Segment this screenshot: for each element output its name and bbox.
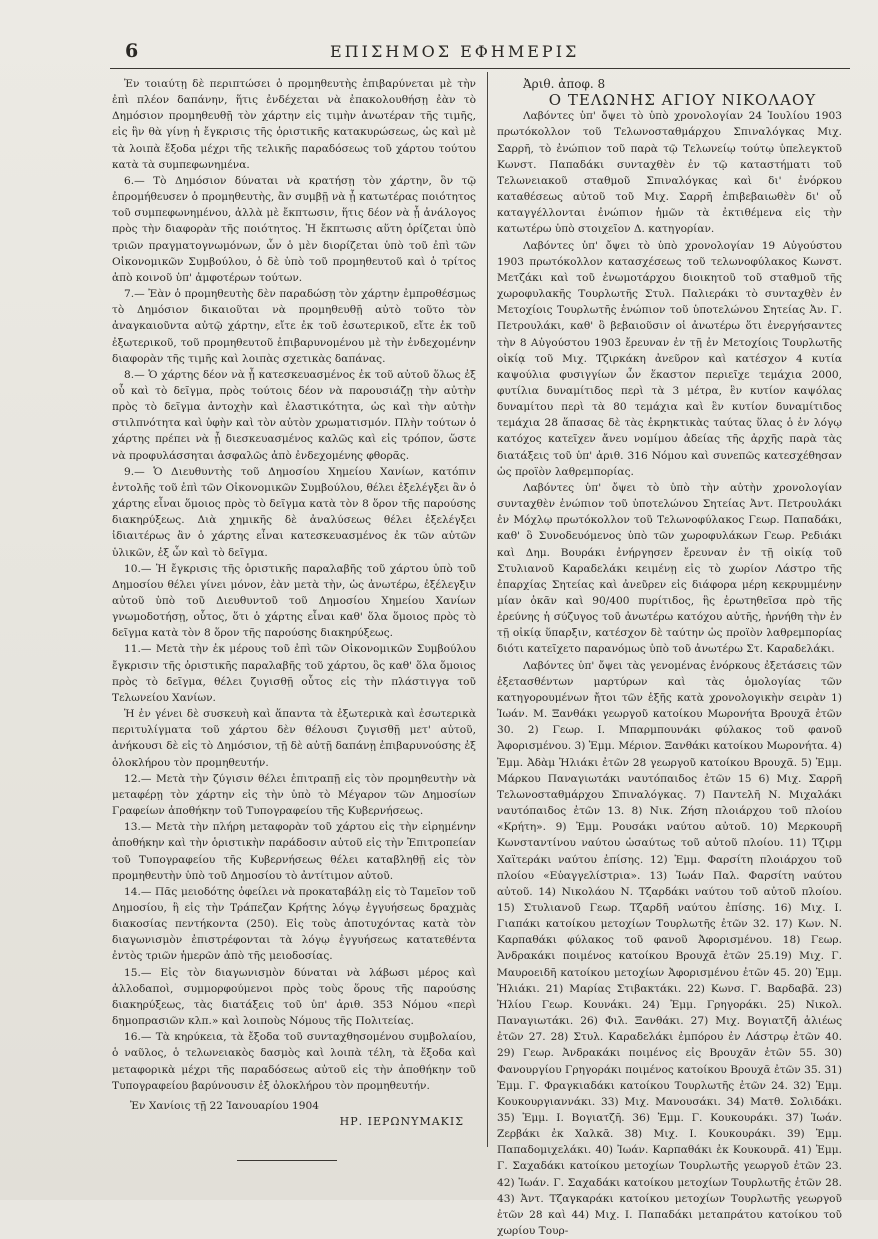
date-line: Ἐν Χανίοις τῇ 22 Ἰανουαρίου 1904: [130, 1099, 320, 1112]
end-rule: [237, 1160, 337, 1161]
decision-reference: Ἀριθ. ἀποφ. 8: [523, 77, 606, 91]
paragraph: Ἐν τοιαύτῃ δὲ περιπτώσει ὁ προμηθευτὴς ἐπιβαρύνεται μὲ τὴν ἐπὶ πλέον δαπάνην, ἥτις ἐνδέχεται νὰ ἐπακολουθήσῃ ἐὰν τὸ Δημόσιον προμηθευθῇ τὸν χάρτην εἰς τιμὴν ἀνωτέραν τῆς τιμῆς, εἰς ἣν θὰ γίνῃ ἡ ἔγκρισις τῆς ὁριστικῆς κατακυρώσεως, ὡς καὶ μὲ τὰ λοιπὰ ἔξοδα μέχρι τῆς τελικῆς παραδόσεως τοῦ χάρτου τούτου κατὰ τὰ συμπεφωνημένα.: [112, 78, 476, 171]
paragraph: 13.— Μετὰ τὴν πλήρη μεταφορὰν τοῦ χάρτου εἰς τὴν εἰρημένην ἀποθήκην καὶ τὴν ὁριστικὴν παράδοσιν αὐτοῦ εἰς τὴν Ἐπιτροπείαν τοῦ Τυπογραφείου τῆς Κυβερνήσεως θέλει καταβληθῇ εἰς τὸν προμηθευτὴν ὑπὸ τοῦ Δημοσίου τὸ ἀντίτιμον αὐτοῦ.: [112, 821, 476, 882]
page-header: [125, 40, 850, 66]
header-rule: [110, 68, 850, 69]
paragraph: 10.— Ἡ ἔγκρισις τῆς ὁριστικῆς παραλαβῆς τοῦ χάρτου ὑπὸ τοῦ Δημοσίου θέλει γίνει μόνον, ἐὰν μετὰ τὴν, ὡς ἀνωτέρω, ἐξέλεγξιν αὐτοῦ ὑπὸ τοῦ Διευθυντοῦ τοῦ Δημοσίου Χημείου Χανίων γνωμοδοτήσῃ, οὗτος, ὅτι ὁ χάρτης εἶναι καθ' ὅλα ὅμοιος πρὸς τὸ δεῖγμα κατὰ τὸν 8 ὅρον τῆς παρούσης διακηρύξεως.: [112, 562, 476, 640]
paragraph: 16.— Τὰ κηρύκεια, τὰ ἔξοδα τοῦ συνταχθησομένου συμβολαίου, ὁ ναῦλος, ὁ τελωνειακὸς δασμὸς καὶ λοιπὰ τέλη, τὰ ἔξοδα καὶ μεταφορικὰ μέχρι τῆς παραδόσεως αὐτοῦ εἰς τὴν ἀποθήκην τοῦ Τυπογραφείου βαρύνουσιν ἐξ ὁλοκλήρου τὸν προμηθευτήν.: [112, 1031, 476, 1092]
column-divider: [487, 72, 488, 1147]
paragraph: Λαβόντες ὑπ' ὄψει τὸ ὑπὸ χρονολογίαν 19 Αὐγούστου 1903 πρωτόκολλον κατασχέσεως τοῦ τελωνοφύλακος Κωνστ. Μετζάκι καὶ τοῦ ἐνωμοτάρχου διοικητοῦ τοῦ σταθμοῦ τῆς χωροφυλακῆς Τουρλωτῆς Στυλ. Παλιεράκι τὸ συνταχθὲν ἐν Μετοχίοις Τουρλωτῆς ἐνώπιον τοῦ ὑποτελώνου Σητείας Ἀν. Γ. Πετρουλάκι, καθ' ὃ βεβαιοῦσιν οἱ ἀνωτέρω ὅτι ἐνεργήσαντες τὴν 8 Αὐγούστου 1903 ἔρευναν ἐν τῇ ἐν Μετοχίοις Τουρλωτῆς οἰκίᾳ τοῦ Μιχ. Τζιρκάκη ἀνεῦρον καὶ κατέσχον 4 κυτία καψούλια φυσιγγίων ὧν ἕκαστον περιεῖχε τεμάχια 2000, φυτίλια δυναμίτιδος περὶ τὰ 3 μέτρα, ἓν κυτίον καψόλας δυναμίτου περὶ τὰ 80 τεμάχια καὶ ἓν κυτίον δυναμίτιδος τεμάχια 28 ἅπασας δὲ τὰς ἐκρηκτικὰς ταύτας ὕλας ὁ ἐν λόγῳ κατόχος κατεῖχεν ἄνευ νομίμου ἀδείας τῆς ἀρχῆς παρὰ τὰς διατάξεις τοῦ ὑπ' ἀριθ. 316 Νόμου καὶ συνεπῶς κατεσχέθησαν ὡς προϊὸν λαθρεμπορίας.: [497, 239, 842, 478]
paragraph: Λαβόντες ὑπ' ὄψει τὸ ὑπὸ χρονολογίαν 24 Ἰουλίου 1903 πρωτόκολλον τοῦ Τελωνοσταθμάρχου Σπιναλόγκας Μιχ. Σαρρῆ, τὸ ἐνώπιον τοῦ παρὰ τῷ Τελωνείῳ τούτῳ ὑπελεγκτοῦ Κωνστ. Παπαδάκι συνταχθὲν ἐν τῷ καταστήματι τοῦ Τελωνειακοῦ σταθμοῦ Σπιναλόγκας καὶ δι' ἐνόρκου καταθέσεως αὐτοῦ τοῦ Μιχ. Σαρρῆ ἐπιβεβαιωθὲν δι' οὗ καταγγέλλονται ἐνώπιον ἡμῶν τὰ ἐκτιθέμενα εἰς τὴν κατωτέρω ὑπὸ στοιχεῖον Δ. κατηγορίαν.: [497, 110, 842, 236]
right-column: [497, 76, 842, 1239]
paragraph: 12.— Μετὰ τὴν ζύγισιν θέλει ἐπιτραπῇ εἰς τὸν προμηθευτὴν νὰ μεταφέρῃ τὸν χάρτην εἰς τὴν ὑπὸ τὸ Μέγαρον τῶν Δημοσίων Γραφείων ἀποθήκην τοῦ Τυπογραφείου τῆς Κυβερνήσεως.: [112, 772, 476, 818]
masthead-title: ΕΠΙΣΗΜΟΣ ΕΦΗΜΕΡΙΣ: [330, 42, 580, 61]
left-column: [112, 76, 476, 1161]
paragraph: 8.— Ὁ χάρτης δέον νὰ ᾖ κατεσκευασμένος ἐκ τοῦ αὐτοῦ ὅλως ἐξ οὗ καὶ τὸ δεῖγμα, πρὸς τούτοις δέον νὰ παρουσιάζῃ τὴν αὐτὴν πρὸς τὸ δεῖγμα ἀντοχὴν καὶ ἐλαστικότητα, ὡς καὶ τὴν αὐτὴν στιλπνότητα καὶ ὑφὴν καὶ τὸν αὐτὸν χρωματισμόν. Πλὴν τούτων ὁ χάρτης πρέπει νὰ ᾖ διεσκευασμένος καλῶς καὶ εἰς τρόπον, ὥστε νὰ προφυλάσσηται ἀσφαλῶς ἀπὸ ἐνδεχομένης φθορᾶς.: [112, 368, 476, 462]
section-title: Ο ΤΕΛΩΝΗΣ ΑΓΙΟΥ ΝΙΚΟΛΑΟΥ: [548, 91, 817, 110]
paragraph: 14.— Πᾶς μειοδότης ὀφείλει νὰ προκαταβάλῃ εἰς τὸ Ταμεῖον τοῦ Δημοσίου, ἢ εἰς τὴν Τράπεζαν Κρήτης λόγῳ ἐγγυήσεως δραχμὰς διακοσίας πεντήκοντα (250). Εἰς τοὺς ἀποτυχόντας κατὰ τὸν διαγωνισμὸν ἐπιστρέφονται τὰ λόγῳ ἐγγυήσεως κατατεθέντα ἐντὸς τριῶν ἡμερῶν ἀπὸ τῆς μειοδοσίας.: [112, 885, 476, 963]
paragraph: Λαβόντες ὑπ' ὄψει τὸ ὑπὸ τὴν αὐτὴν χρονολογίαν συνταχθὲν ἐνώπιον τοῦ ὑποτελώνου Σητείας Ἀντ. Πετρουλάκι ἐν Μόχλῳ πρωτόκολλον τοῦ Τελωνοφύλακος Γεωρ. Παπαδάκι, καθ' ὃ Συνοδευόμενος ὑπὸ τῶν χωροφυλάκων Γεωρ. Ρεδιάκι καὶ Δημ. Βουράκι ἐνήργησεν ἔρευναν ἐν τῇ οἰκίᾳ τοῦ Στυλιανοῦ Καραδελάκι κειμένῃ εἰς τὸ χωρίον Λάστρο τῆς ἐπαρχίας Σητείας καὶ ἀνεῦρεν εἰς διάφορα μέρη κεκρυμμένην μίαν ὀκᾶν καὶ 90/400 πυρίτιδος, ἣς ἐρωτηθεῖσα πρὸ τῆς ἐρεύνης ἡ σύζυγος τοῦ ἀνωτέρω κατόχου αὐτῆς, ἠρνήθη τὴν ἐν τῇ οἰκίᾳ ὕπαρξιν, κατέσχον δὲ ταύτην ὡς προϊὸν λαθρεμπορίας διότι κατεῖχετο παρανόμως ὑπὸ τοῦ ἀνωτέρω Στ. Καραδελάκι.: [497, 481, 842, 656]
paragraph: 6.— Τὸ Δημόσιον δύναται νὰ κρατήσῃ τὸν χάρτην, ὃν τῷ ἐπρομήθευσεν ὁ προμηθευτὴς, ἂν συμβῇ νὰ ᾖ κατωτέρας ποιότητος τοῦ συμπεφωνημένου, ἀλλὰ μὲ ἔκπτωσιν, ἥτις δέον νὰ ᾖ ἀνάλογος πρὸς τὴν διαφορὰν τῆς ποιότητος. Ἡ ἔκπτωσις αὕτη ὁρίζεται ὑπὸ τριῶν πραγματογνωμόνων, ὧν ὁ μὲν διορίζεται ὑπὸ τοῦ ἐπὶ τῶν Οἰκονομικῶν Συμβούλου, ὁ δὲ ὑπὸ τοῦ προμηθευτοῦ καὶ ὁ τρίτος ἀπὸ κοινοῦ ὑπ' ἀμφοτέρων τούτων.: [112, 174, 476, 284]
paragraph: Ἡ ἐν γένει δὲ συσκευὴ καὶ ἅπαντα τὰ ἐξωτερικὰ καὶ ἐσωτερικὰ περιτυλίγματα τοῦ χάρτου δὲν θέλουσι ζυγισθῇ μετ' αὐτοῦ, ἀνήκουσι δὲ εἰς τὸ Δημόσιον, τῇ δὲ αὐτῇ δαπάνῃ ἐπιβαρυνούσης ἐξ ὁλοκλήρου τὸν προμηθευτήν.: [112, 708, 476, 769]
paragraph: 11.— Μετὰ τὴν ἐκ μέρους τοῦ ἐπὶ τῶν Οἰκονομικῶν Συμβούλου ἔγκρισιν τῆς ὁριστικῆς παραλαβῆς τοῦ χάρτου, ὃς καθ' ὅλα ὅμοιος πρὸς τὸ δεῖγμα, θέλει ζυγισθῇ οὗτος εἰς τὴν πλάστιγγα τοῦ Τελωνείου Χανίων.: [112, 643, 476, 704]
paragraph: 15.— Εἰς τὸν διαγωνισμὸν δύναται νὰ λάβωσι μέρος καὶ ἀλλοδαποὶ, συμμορφούμενοι πρὸς τοὺς ὅρους τῆς παρούσης διακηρύξεως, τὰς διατάξεις τοῦ ὑπ' ἀριθ. 353 Νόμου «περὶ δημοπρασιῶν κλπ.» καὶ λοιποὺς Νόμους τῆς Πολιτείας.: [112, 966, 476, 1028]
page-number: 6: [125, 40, 139, 62]
paragraph: 9.— Ὁ Διευθυντὴς τοῦ Δημοσίου Χημείου Χανίων, κατόπιν ἐντολῆς τοῦ ἐπὶ τῶν Οἰκονομικῶν Συμβούλου, θέλει ἐξελέγξει ἂν ὁ χάρτης εἶναι ὅμοιος πρὸς τὸ δεῖγμα κατὰ τὸν 8 ὅρον τῆς παρούσης διακηρύξεως. Διὰ χημικῆς δὲ ἀναλύσεως θέλει ἐξελέγξει ἰδιαιτέρως ἂν ὁ χάρτης εἶναι κατεσκευασμένος ἐκ τῶν αὐτῶν ὑλικῶν, ἐξ ὧν καὶ τὸ δεῖγμα.: [112, 465, 476, 559]
paragraph: 7.— Ἐὰν ὁ προμηθευτὴς δὲν παραδώσῃ τὸν χάρτην ἐμπροθέσμως τὸ Δημόσιον δικαιοῦται νὰ προμηθευθῇ αὐτὸ τοῦτο τὸν ἀναγκαιοῦντα αὐτῷ χάρτην, εἴτε ἐκ τοῦ ἐσωτερικοῦ, εἴτε ἐκ τοῦ ἐξωτερικοῦ, τοῦ προμηθευτοῦ ἐπιβαρυνομένου μὲ τὴν ἐνδεχομένην διαφορὰν τῆς τιμῆς καὶ λοιπὰς σχετικὰς δαπάνας.: [112, 288, 476, 365]
signature: ΗΡ. ΙΕΡΩΝΥΜΑΚΙΣ: [339, 1115, 464, 1128]
paragraph: Λαβόντες ὑπ' ὄψει τὰς γενομένας ἐνόρκους ἐξετάσεις τῶν ἐξετασθέντων μαρτύρων καὶ τὰς ὁμολογίας τῶν κατηγορουμένων ἤτοι τῶν ἑξῆς κατὰ χρονολογικὴν σειρὰν 1) Ἰωάν. Μ. Ξανθάκι γεωργοῦ κατοίκου Μωρονήτα Βρουχᾶ ἐτῶν 30. 2) Γεωρ. Ι. Μπαρμπουνάκι φύλακος τοῦ φανοῦ Ἀφορισμένου. 3) Ἐμμ. Μέριον. Ξανθάκι κατοίκου Μωρονήτα. 4) Ἐμμ. Ἀδὰμ Ἠλιάκι ἐτῶν 28 γεωργοῦ κατοίκου Βρουχᾶ. 5) Ἐμμ. Μάρκου Παναγιωτάκι ναυτόπαιδος ἐτῶν 15 6) Μιχ. Σαρρῆ Τελωνοσταθμάρχου Σπιναλόγκας. 7) Παντελῆ Ν. Μιχαλάκι ναυτόπαιδος ἐτῶν 13. 8) Νικ. Ζήση πλοιάρχου τοῦ πλοίου «Κρήτη». 9) Ἐμμ. Ρουσάκι ναύτου αὐτοῦ. 10) Μερκουρῆ Κωνσταντίνου ναύτου ὡσαύτως τοῦ αὐτοῦ πλοίου. 11) Τζιρμ Χαϊτεράκι ναύτου ἐπίσης. 12) Ἐμμ. Φαρσίτη πλοιάρχου τοῦ πλοίου «Εὐαγγελίστρια». 13) Ἰωάν Παλ. Φαρσίτη ναύτου αὐτοῦ. 14) Νικολάου Ν. Τζαρδάκι ναύτου τοῦ αὐτοῦ πλοίου. 15) Στυλιανοῦ Γεωρ. Τζαρδῆ ναύτου ἐπίσης. 16) Μιχ. Ι. Γιαπάκι κατοίκου μετοχίων Τουρλωτῆς ἐτῶν 32. 17) Κων. Ν. Καρπαθάκι φύλακος τοῦ φανοῦ Ἀφορισμένου. 18) Γεωρ. Ἀνδρακάκι ποιμένος κατοίκου Βρουχᾶ ἐτῶν 25.19) Μιχ. Γ. Μαυροειδῆ κατοίκου μετοχίων Ἀφορισμένου ἐτῶν 45. 20) Ἐμμ. Ἠλιάκι. 21) Μαρίας Στιβακτάκι. 22) Κωνσ. Γ. Βαρδαβᾶ. 23) Ἠλίου Γεωρ. Κουνάκι. 24) Ἐμμ. Γρηγοράκι. 25) Νικολ. Παναγιωτάκι. 26) Φιλ. Ξανθάκι. 27) Μιχ. Βογιατζῆ ἁλιέως ἐτῶν 27. 28) Στυλ. Καραδελάκι ἐμπόρου ἐν Λάστρῳ ἐτῶν 40. 29) Γεωρ. Ἀνδρακάκι ποιμένος εἰς Βρουχᾶν ἐτῶν 55. 30) Φανουργίου Γρηγοράκι ποιμένος κατοίκου Βρουχᾶ ἐτῶν 35. 31) Ἐμμ. Γ. Φραγκιαδάκι κατοίκου Τουρλωτῆς ἐτῶν 24. 32) Ἐμμ. Κουκουργιαννάκι. 33) Μιχ. Μανουσάκι. 34) Ματθ. Σολιδάκι. 35) Ἐμμ. Ι. Βογιατζῆ. 36) Ἐμμ. Γ. Κουκουράκι. 37) Ἰωάν. Ζερβάκι ἐκ Χαλκᾶ. 38) Μιχ. Ι. Κουκουράκι. 39) Ἐμμ. Παπαδομιχελάκι. 40) Ἰωάν. Καρπαθάκι ἐκ Κουκουρᾶ. 41) Ἐμμ. Γ. Σαχαδάκι κατοίκου μετοχίων Τουρλωτῆς γεωργοῦ ἐτῶν 23. 42) Ἰωάν. Γ. Σαχαδάκι κατοίκου μετοχίων Τουρλωτῆς ἐτῶν 28. 43) Ἀντ. Τζαγκαράκι κατοίκου μετοχίων Τουρλωτῆς γεωργοῦ ἐτῶν 28 καὶ 44) Μιχ. Ι. Παπαδάκι μεταπράτου κατοίκου τοῦ χωρίου Τουρ-: [497, 659, 842, 1238]
